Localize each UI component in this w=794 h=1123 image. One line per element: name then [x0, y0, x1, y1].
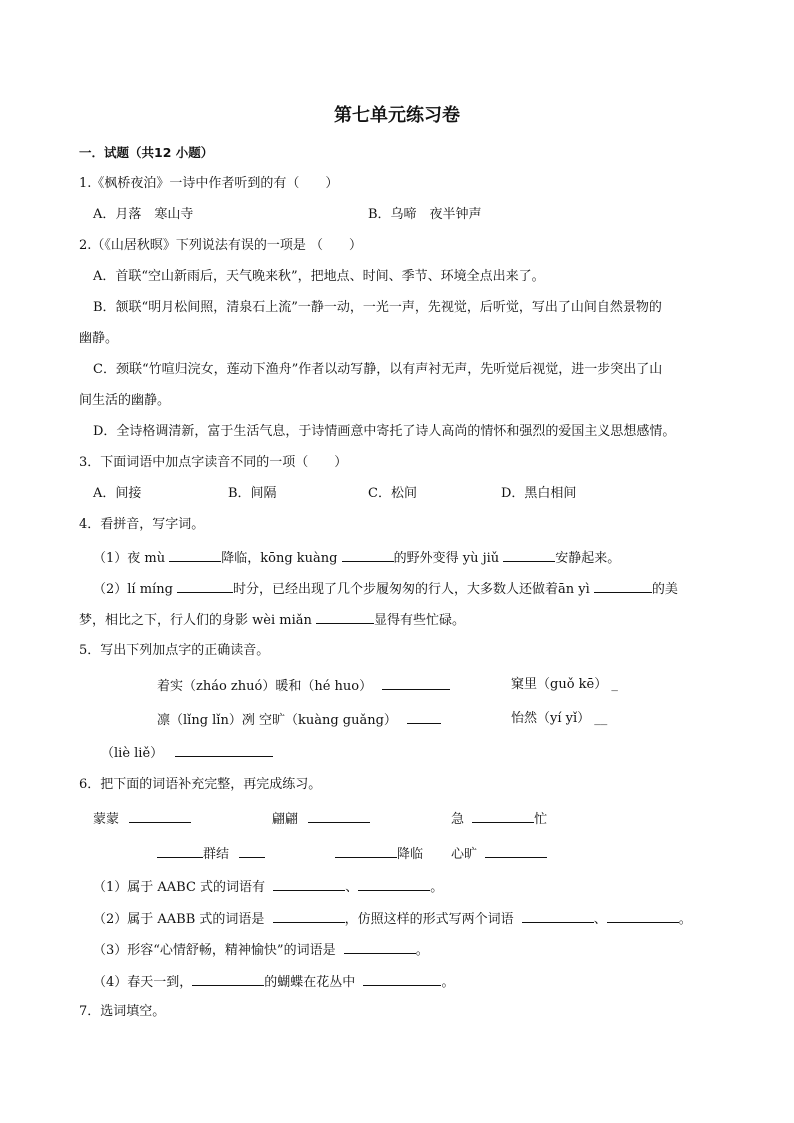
- q6-text: ，仿照这样的形式写两个词语: [344, 912, 514, 927]
- q6-word-6: [451, 843, 547, 865]
- answer-blank[interactable]: [169, 547, 221, 562]
- question-5-item-4: [511, 709, 607, 729]
- q6-text: 。: [441, 975, 455, 990]
- question-6-sub-4: [93, 971, 454, 993]
- q6-word-text: 蒙蒙: [93, 812, 120, 827]
- q4-text: 显得有些忙碌。: [373, 613, 465, 628]
- q5-words: （liè liě）: [101, 746, 164, 761]
- q4-text: 的野外变得 yù jiǔ: [393, 551, 504, 566]
- q4-text: 安静起来。: [555, 551, 621, 566]
- question-6-sub-1: [93, 876, 443, 898]
- answer-blank[interactable]: [177, 578, 233, 593]
- answer-blank[interactable]: [363, 971, 441, 986]
- question-3-option-b: B．间隔: [228, 486, 277, 501]
- answer-blank[interactable]: [129, 808, 191, 823]
- q4-text: 时分，已经出现了几个步履匆匆的行人，大多数人还做着ān yì: [233, 582, 594, 597]
- question-6-stem: 6．把下面的词语补充完整，再完成练习。: [79, 777, 322, 792]
- answer-blank[interactable]: [594, 578, 652, 593]
- q6-word-3: [451, 808, 547, 830]
- q4-text: 梦，相比之下，行人们的身影 wèi miǎn: [79, 613, 316, 628]
- q6-text: 、: [593, 912, 607, 927]
- q6-word-text: 急: [451, 812, 465, 827]
- answer-blank[interactable]: [273, 908, 345, 923]
- answer-blank[interactable]: [344, 939, 416, 954]
- question-2-option-d: D．全诗格调清新，富于生活气息，于诗情画意中寄托了诗人高尚的情怀和强烈的爱国主义思想感情。: [93, 424, 676, 439]
- question-2-option-c-cont: 间生活的幽静。: [79, 393, 171, 408]
- question-4-line-2: [93, 578, 678, 600]
- answer-blank[interactable]: [472, 808, 534, 823]
- question-5-stem: 5．写出下列加点字的正确读音。: [79, 643, 270, 658]
- q6-text: 。: [415, 943, 429, 958]
- answer-blank[interactable]: [308, 808, 370, 823]
- q6-word-text: 忙: [534, 812, 548, 827]
- q6-word-5: [335, 843, 423, 865]
- q6-text: （1）属于 AABC 式的词语有: [93, 880, 266, 895]
- q6-word-4: [157, 843, 265, 865]
- question-5-item-3: [157, 709, 441, 731]
- answer-blank[interactable]: [157, 843, 203, 858]
- q5-blank-mark: __: [594, 711, 608, 726]
- q6-text: 的蝴蝶在花丛中: [264, 975, 356, 990]
- answer-blank[interactable]: [335, 843, 397, 858]
- question-5-item-5: [101, 742, 273, 764]
- question-3-stem: 3．下面词语中加点字读音不同的一项（ ）: [79, 455, 348, 470]
- q6-word-2: [272, 808, 370, 830]
- q6-text: 、: [345, 880, 359, 895]
- question-5-item-1: [157, 675, 450, 697]
- answer-blank[interactable]: [382, 675, 450, 690]
- q5-words: 着实（zháo zhuó）暖和（hé huo）: [157, 679, 373, 694]
- q6-text: 。: [430, 880, 444, 895]
- q4-text: 降临，kōng kuàng: [221, 551, 342, 566]
- q6-word-text: 心旷: [451, 847, 478, 862]
- q6-text: 。: [678, 912, 692, 927]
- question-5-item-2: [511, 675, 618, 695]
- question-6-sub-2: [93, 908, 692, 930]
- question-4-stem: 4．看拼音，写字词。: [79, 517, 205, 532]
- question-2-option-b: B．颔联“明月松间照，清泉石上流”一静一动，一光一声，先视觉，后听觉，写出了山间自然景物的: [93, 300, 662, 315]
- q4-text: （2）lí míng: [93, 582, 178, 597]
- q6-text: （4）春天一到，: [93, 975, 193, 990]
- q6-word-text: 群结: [203, 847, 230, 862]
- question-2-option-b-cont: 幽静。: [79, 331, 119, 346]
- q4-text: （1）夜 mù: [93, 551, 170, 566]
- answer-blank[interactable]: [522, 908, 594, 923]
- answer-blank[interactable]: [485, 843, 547, 858]
- q6-word-text: 翩翩: [272, 812, 299, 827]
- answer-blank[interactable]: [273, 876, 345, 891]
- page-title: 第七单元练习卷: [334, 105, 460, 126]
- answer-blank[interactable]: [607, 908, 679, 923]
- answer-blank[interactable]: [175, 742, 273, 757]
- q5-words: 怡然（yí yǐ）: [511, 711, 591, 726]
- question-1-option-b: B．乌啼 夜半钟声: [368, 207, 482, 222]
- answer-blank[interactable]: [358, 876, 430, 891]
- question-3-option-d: D．黑白相间: [501, 486, 577, 501]
- question-2-option-a: A．首联“空山新雨后，天气晚来秋”，把地点、时间、季节、环境全点出来了。: [93, 269, 545, 284]
- answer-blank[interactable]: [342, 547, 394, 562]
- q6-text: （2）属于 AABB 式的词语是: [93, 912, 265, 927]
- answer-blank[interactable]: [407, 709, 441, 724]
- q5-words: 窠里（guǒ kē）: [511, 677, 608, 692]
- q5-blank-mark: _: [611, 677, 618, 692]
- q6-text: （3）形容“心情舒畅，精神愉快”的词语是: [93, 943, 336, 958]
- question-2-option-c: C．颈联“竹喧归浣女，莲动下渔舟”作者以动写静，以有声衬无声，先听觉后视觉，进一步突出了山: [93, 362, 663, 377]
- question-3-option-a: A．间接: [93, 486, 142, 501]
- question-2-stem: 2.（《山居秋暝》下列说法有误的一项是 （ ）: [79, 238, 363, 253]
- answer-blank[interactable]: [503, 547, 555, 562]
- answer-blank[interactable]: [192, 971, 264, 986]
- question-6-sub-3: [93, 939, 429, 961]
- question-4-line-1: [93, 547, 620, 569]
- question-4-line-3: [79, 609, 465, 631]
- q6-word-1: [93, 808, 191, 830]
- q4-text: 的美: [651, 582, 678, 597]
- section-heading: 一．试题（共12 小题）: [79, 145, 214, 160]
- question-1-stem: 1.《枫桥夜泊》一诗中作者听到的有（ ）: [79, 176, 339, 191]
- q6-word-text: 降临: [397, 847, 424, 862]
- q5-words: 凛（lǐng lǐn）冽 空旷（kuàng guǎng）: [157, 713, 397, 728]
- answer-blank[interactable]: [316, 609, 374, 624]
- question-3-option-c: C．松间: [368, 486, 417, 501]
- question-1-option-a: A．月落 寒山寺: [93, 207, 194, 222]
- answer-blank[interactable]: [239, 843, 265, 858]
- question-7-stem: 7．选词填空。: [79, 1004, 166, 1019]
